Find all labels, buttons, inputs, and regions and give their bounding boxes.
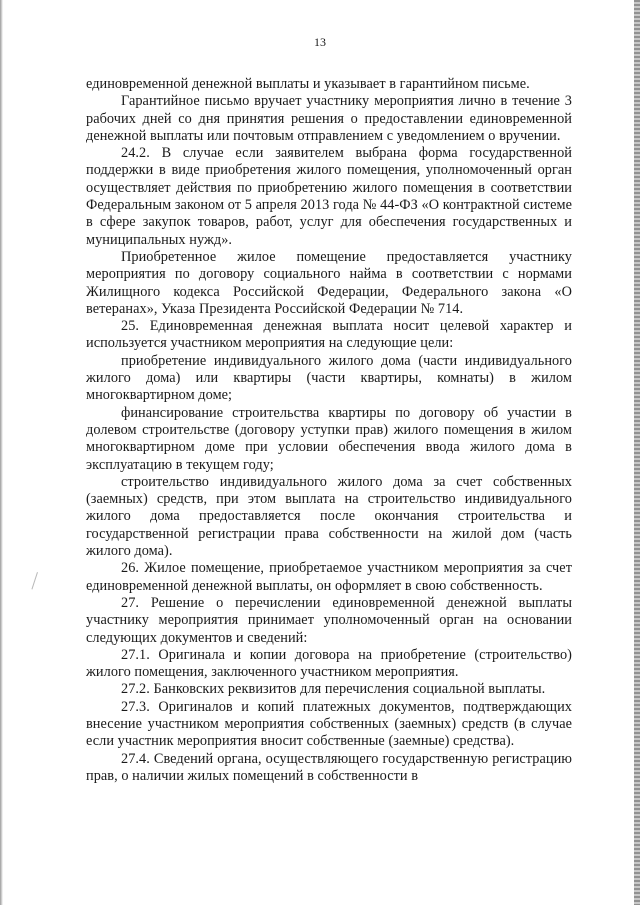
paragraph-26: 26. Жилое помещение, приобретаемое участником мероприятия за счет единовременной денежной выплаты, он оформляет в свою собственность.: [86, 560, 572, 594]
paragraph-guarantee-letter: Гарантийное письмо вручает участнику мероприятия лично в течение 3 рабочих дней со дня принятия решения о предоставлении единовременной денежной выплаты или почтовым отправлением с уведомлением о вручении.: [86, 93, 572, 144]
paragraph-purpose-purchase: приобретение индивидуального жилого дома (части индивидуального жилого дома) или квартиры (части квартиры, комнаты) в жилом многоквартирном доме;: [86, 352, 572, 404]
paragraph-25: 25. Единовременная денежная выплата носит целевой характер и используется участником мероприятия на следующие цели:: [86, 318, 572, 352]
paragraph-27-2: 27.2. Банковских реквизитов для перечисления социальной выплаты.: [121, 681, 546, 698]
paragraph-27-1: 27.1. Оригинала и копии договора на приобретение (строительство) жилого помещения, заключенного участником мероприятия.: [86, 646, 572, 681]
paragraph-24-2: 24.2. В случае если заявителем выбрана форма государственной поддержки в виде приобретения жилого помещения, уполномоченный орган осуществляет действия по приобретению жилого помещения в соответствии Федеральным законом от 5 апреля 2013 года № 44-ФЗ «О контрактной системе в сфере закупок товаров, работ, услуг для обеспечения государственных и муниципальных нужд».: [86, 145, 572, 248]
document-body: [86, 76, 572, 785]
paragraph-continuation: единовременной денежной выплаты и указывает в гарантийном письме.: [86, 76, 530, 92]
paragraph-27: 27. Решение о перечислении единовременной денежной выплаты участнику мероприятия принимает уполномоченный орган на основании следующих документов и сведений:: [86, 594, 572, 646]
margin-pencil-mark: [31, 572, 45, 592]
paragraph-purpose-shared-construction: финансирование строительства квартиры по договору об участии в долевом строительстве (договору уступки прав) жилого помещения в жилом многоквартирном доме при условии обеспечения ввода жилого дома в эксплуатацию в текущем году;: [86, 404, 572, 473]
paragraph-purpose-individual-construction: строительство индивидуального жилого дома за счет собственных (заемных) средств, при этом выплата на строительство индивидуального жилого дома предоставляется после окончания строительства и государственной регистрации права собственности на жилой дом (часть жилого дома).: [86, 473, 572, 560]
paragraph-acquired-housing: Приобретенное жилое помещение предоставляется участнику мероприятия по договору социального найма в соответствии с нормами Жилищного кодекса Российской Федерации, Федерального закона «О ветеранах», Указа Президента Российской Федерации № 714.: [86, 248, 572, 317]
scan-edge-left: [0, 0, 3, 905]
paragraph-27-3: 27.3. Оригиналов и копий платежных документов, подтверждающих внесение участником мероприятия собственных (заемных) средств (в случае если участник мероприятия вносит собственные (заемные) средства).: [86, 698, 572, 750]
scan-edge-right: [634, 0, 640, 905]
paragraph-27-4: 27.4. Сведений органа, осуществляющего государственную регистрацию прав, о наличии жилых помещений в собственности в: [86, 750, 572, 784]
page-number: 13: [314, 35, 326, 49]
